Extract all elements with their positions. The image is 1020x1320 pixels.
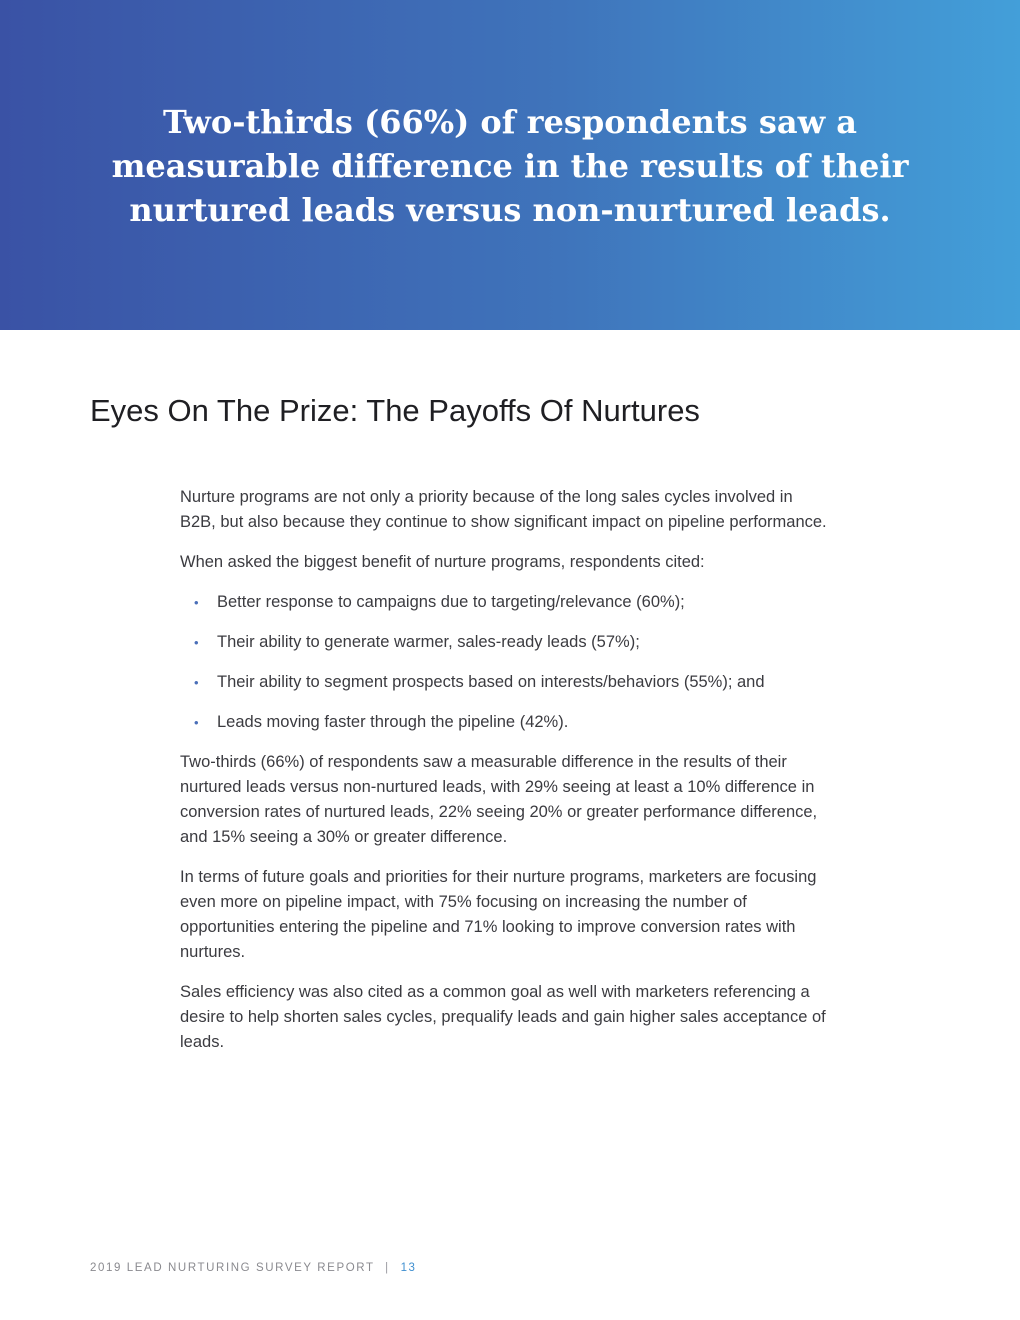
efficiency-paragraph: Sales efficiency was also cited as a common goal as well with marketers referencing a desire to help shorten sales cycles, prequalify leads and gain higher sales acceptance of leads. xyxy=(180,983,826,1051)
bullet-icon: • xyxy=(194,595,199,610)
list-item-text: Their ability to generate warmer, sales-ready leads (57%); xyxy=(217,633,640,651)
bullet-icon: • xyxy=(194,635,199,650)
bullet-icon: • xyxy=(194,675,199,690)
results-paragraph: Two-thirds (66%) of respondents saw a measurable difference in the results of their nurtured leads versus non-nurtured leads, with 29% seeing at least a 10% difference in conversion rates of nurtured leads, 22% seeing 20% or greater performance difference, and 15% seeing a 30% or greater difference. xyxy=(180,753,818,846)
footer-report-title: 2019 LEAD NURTURING SURVEY REPORT xyxy=(90,1262,375,1274)
page-footer xyxy=(90,1262,417,1274)
lead-in-paragraph: When asked the biggest benefit of nurture programs, respondents cited: xyxy=(180,553,705,571)
list-item-text: Better response to campaigns due to targeting/relevance (60%); xyxy=(217,593,685,611)
list-item-text: Their ability to segment prospects based on interests/behaviors (55%); and xyxy=(217,673,765,691)
pull-quote: Two-thirds (66%) of respondents saw a measurable difference in the results of their nurtured leads versus non-nurtured leads. xyxy=(111,103,909,229)
goals-paragraph: In terms of future goals and priorities for their nurture programs, marketers are focusing even more on pipeline impact, with 75% focusing on increasing the number of opportunities entering the pipeline and 71% looking to improve conversion rates with nurtures. xyxy=(180,868,817,961)
list-item xyxy=(180,630,830,655)
benefits-list xyxy=(180,590,830,735)
body-text xyxy=(180,485,830,1070)
footer-separator: | xyxy=(385,1262,390,1274)
hero-banner xyxy=(0,0,1020,330)
list-item-text: Leads moving faster through the pipeline (42%). xyxy=(217,713,569,731)
list-item xyxy=(180,590,830,615)
section-title: Eyes On The Prize: The Payoffs Of Nurtures xyxy=(90,393,700,428)
list-item xyxy=(180,710,830,735)
page-number: 13 xyxy=(400,1262,417,1274)
bullet-icon: • xyxy=(194,715,199,730)
intro-paragraph: Nurture programs are not only a priority because of the long sales cycles involved in B2B, but also because they continue to show significant impact on pipeline performance. xyxy=(180,488,827,531)
list-item xyxy=(180,670,830,695)
